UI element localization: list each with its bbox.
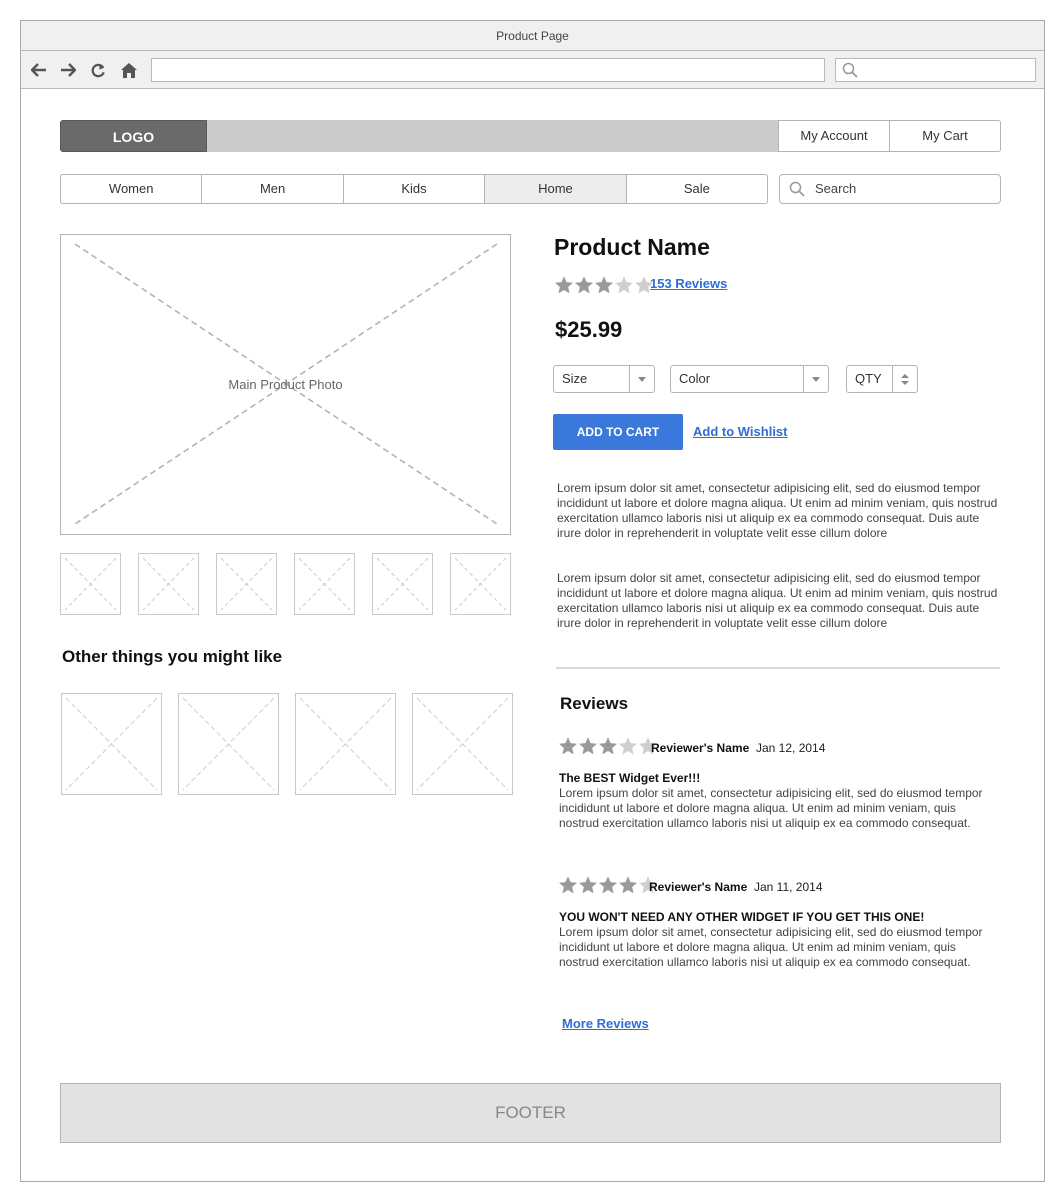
recommended-product[interactable] [412,693,513,795]
main-photo-label: Main Product Photo [228,377,343,392]
review-rating [558,736,658,756]
recommendations-title: Other things you might like [62,647,283,666]
nav-item-home[interactable]: Home [485,175,626,203]
thumbnail[interactable] [216,553,277,615]
main-product-photo[interactable] [60,234,511,535]
size-select-value: Size [562,371,588,386]
reviewer-name: Reviewer's Name [651,741,750,755]
review-headline: YOU WON'T NEED ANY OTHER WIDGET IF YOU GET THIS ONE! [559,910,925,924]
reviewer-name: Reviewer's Name [649,880,748,894]
section-divider [556,667,1000,669]
thumbnail[interactable] [60,553,121,615]
nav-item-sale[interactable]: Sale [683,181,710,196]
nav-item-men[interactable]: Men [202,175,343,203]
color-select[interactable] [670,365,829,393]
product-price: $25.99 [555,317,623,342]
thumbnail[interactable] [294,553,355,615]
star-icon [578,875,598,895]
star-icon [598,736,618,756]
my-cart-button[interactable]: My Cart [889,120,1001,152]
arrow-left-icon[interactable] [29,60,49,80]
search-icon [789,181,805,202]
category-nav [60,174,768,204]
footer: FOOTER [60,1083,1001,1143]
recommended-product[interactable] [178,693,279,795]
thumbnail-strip [60,553,512,615]
star-icon [594,275,614,295]
chevron-down-icon [629,366,654,392]
add-to-cart-button[interactable]: ADD TO CART [553,414,683,450]
search-icon [842,62,858,83]
star-icon [558,875,578,895]
nav-item-kids[interactable]: Kids [344,175,485,203]
chevron-down-icon [803,366,828,392]
quantity-label: QTY [855,371,882,386]
product-name: Product Name [554,234,710,260]
product-description: Lorem ipsum dolor sit amet, consectetur adipisicing elit, sed do eiusmod tempor incididunt ut labore et dolore magna aliqua. Ut enim ad minim veniam, quis nostrud exercitation ullamco laboris nisi ut aliquip ex ea commodo consequat. Duis aute irure dolor in reprehenderit in voluptate velit esse cillum dolore [557,481,998,540]
star-icon [618,736,638,756]
thumbnail[interactable] [372,553,433,615]
my-account-button[interactable]: My Account [778,120,890,152]
arrow-right-icon[interactable] [58,60,78,80]
updown-icon[interactable] [892,366,917,392]
product-rating [554,275,654,295]
add-to-wishlist-link[interactable]: Add to Wishlist [693,424,788,439]
browser-search-input[interactable] [835,58,1036,82]
review-headline: The BEST Widget Ever!!! [559,771,701,785]
address-bar[interactable] [151,58,825,82]
thumbnail[interactable] [450,553,511,615]
home-icon[interactable] [119,60,139,80]
recommended-product[interactable] [295,693,396,795]
browser-toolbar [21,51,1044,89]
site-search-input[interactable] [779,174,1001,204]
review-rating [558,875,658,895]
logo[interactable]: LOGO [60,120,207,152]
review-body: Lorem ipsum dolor sit amet, consectetur adipisicing elit, sed do eiusmod tempor incididunt ut labore et dolore magna aliqua. Ut enim ad minim veniam, quis nostrud exercitation ullamco laboris nisi ut aliquip ex ea commodo consequat. [559,925,983,969]
review-date: Jan 12, 2014 [756,741,826,755]
star-icon [618,875,638,895]
window-title: Product Page [21,21,1044,51]
more-reviews-link[interactable]: More Reviews [562,1016,649,1031]
nav-item-women[interactable]: Women [61,175,202,203]
thumbnail[interactable] [138,553,199,615]
reload-icon[interactable] [88,60,108,80]
review-date: Jan 11, 2014 [754,880,823,894]
star-icon [578,736,598,756]
reviews-title: Reviews [560,694,629,713]
color-select-value: Color [679,371,711,386]
search-placeholder: Search [815,181,857,196]
reviews-link[interactable]: 153 Reviews [650,276,728,291]
star-icon [558,736,578,756]
star-icon [614,275,634,295]
star-icon [554,275,574,295]
recommended-product[interactable] [61,693,162,795]
product-description: Lorem ipsum dolor sit amet, consectetur adipisicing elit, sed do eiusmod tempor incididunt ut labore et dolore magna aliqua. Ut enim ad minim veniam, quis nostrud exercitation ullamco laboris nisi ut aliquip ex ea commodo consequat. Duis aute irure dolor in reprehenderit in voluptate velit esse cillum dolore [557,571,998,630]
star-icon [598,875,618,895]
review-body: Lorem ipsum dolor sit amet, consectetur adipisicing elit, sed do eiusmod tempor incididunt ut labore et dolore magna aliqua. Ut enim ad minim veniam, quis nostrud exercitation ullamco laboris nisi ut aliquip ex ea commodo consequat. [559,786,983,830]
star-icon [574,275,594,295]
site-header [60,120,1001,152]
size-select[interactable] [553,365,655,393]
quantity-stepper[interactable] [846,365,918,393]
